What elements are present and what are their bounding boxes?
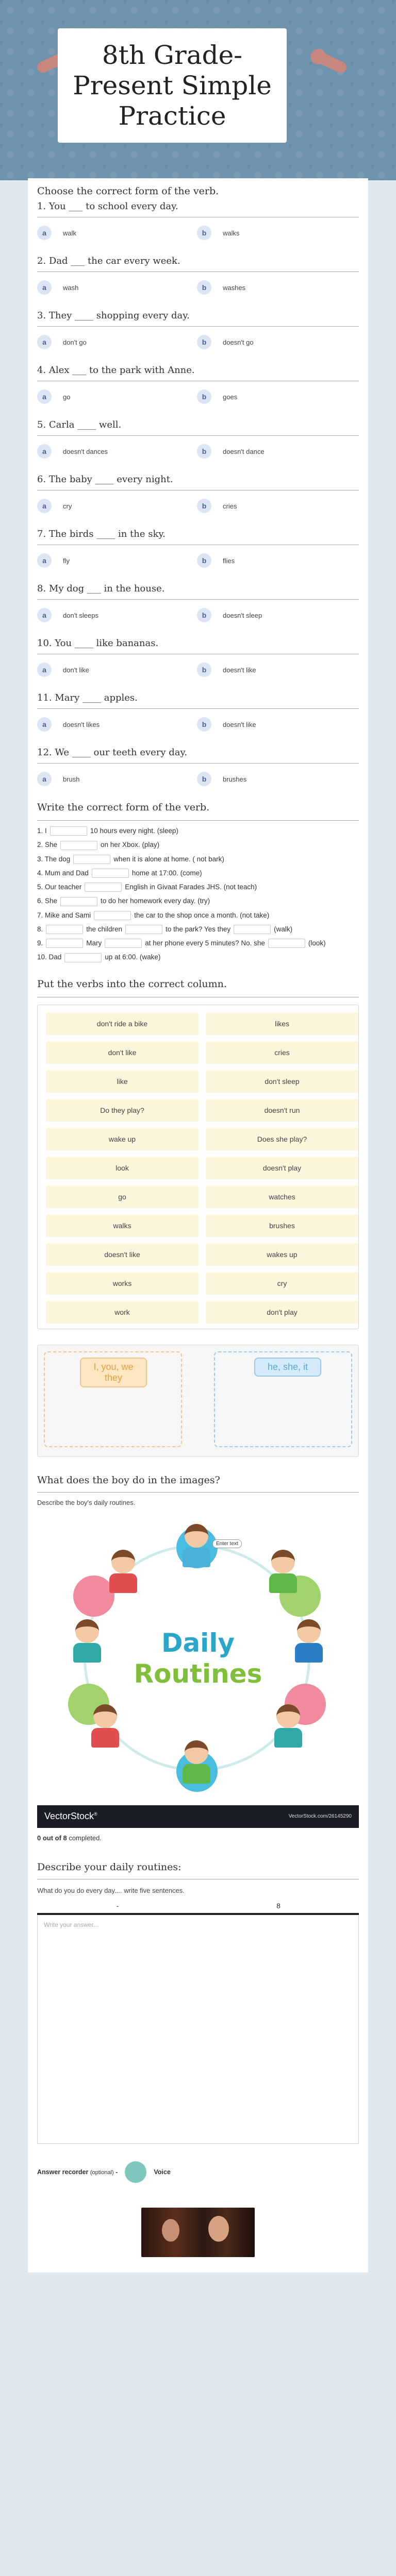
- word-tile[interactable]: wake up: [46, 1128, 199, 1150]
- question-stem: 6. The baby ____ every night.: [37, 474, 359, 490]
- fill-in-line: 7. Mike and Sami the car to the shop once a month. (not take): [37, 910, 359, 921]
- question-options: [37, 600, 359, 622]
- option-a-text: doesn't likes: [63, 720, 100, 728]
- question-stem: 1. You ___ to school every day.: [37, 201, 359, 217]
- question-stem: 11. Mary ____ apples.: [37, 692, 359, 709]
- option-b[interactable]: [197, 663, 357, 677]
- section-write-instruction: Write the correct form of the verb.: [37, 802, 359, 821]
- option-b-text: doesn't like: [223, 720, 256, 728]
- question-stem: 3. They ____ shopping every day.: [37, 310, 359, 327]
- question-item: [37, 201, 359, 240]
- question-stem: 8. My dog ___ in the house.: [37, 583, 359, 600]
- vectorstock-url: VectorStock.com/26145290: [288, 1814, 352, 1819]
- option-a[interactable]: [37, 499, 197, 513]
- worksheet-header: [0, 0, 396, 180]
- fill-in-line: 1. I 10 hours every night. (sleep): [37, 826, 359, 836]
- word-tile[interactable]: walks: [46, 1214, 199, 1237]
- option-a-text: don't go: [63, 338, 87, 346]
- option-a[interactable]: [37, 553, 197, 568]
- answer-blank[interactable]: [60, 841, 97, 850]
- footer-photo: [141, 2208, 255, 2257]
- option-b-text: washes: [223, 283, 246, 292]
- word-tile[interactable]: like: [46, 1070, 199, 1093]
- word-tile[interactable]: works: [46, 1272, 199, 1295]
- fill-in-line: 3. The dog when it is alone at home. ( not bark): [37, 854, 359, 865]
- boy-figure: [177, 1740, 216, 1784]
- illustration-text-label[interactable]: Enter text: [212, 1539, 242, 1548]
- describe-section: [37, 1861, 359, 2257]
- question-item: [37, 419, 359, 459]
- vectorstock-logo: VectorStock®: [44, 1811, 97, 1821]
- boy-figure: [264, 1550, 302, 1593]
- question-item: [37, 583, 359, 622]
- answer-counter-row: [37, 1902, 359, 1915]
- word-tile[interactable]: doesn't like: [46, 1243, 199, 1266]
- question-stem: 12. We ____ our teeth every day.: [37, 747, 359, 764]
- answer-blank[interactable]: [46, 939, 83, 948]
- option-a-badge: a: [37, 663, 52, 677]
- option-b-text: cries: [223, 502, 237, 510]
- word-tile[interactable]: likes: [206, 1012, 358, 1035]
- option-b-badge: b: [197, 553, 211, 568]
- word-tile[interactable]: brushes: [206, 1214, 358, 1237]
- option-b-text: doesn't go: [223, 338, 254, 346]
- question-item: [37, 474, 359, 513]
- option-b[interactable]: [197, 335, 357, 349]
- option-b-text: brushes: [223, 775, 247, 783]
- section-choose-instruction: Choose the correct form of the verb.: [37, 185, 219, 197]
- option-a-badge: a: [37, 499, 52, 513]
- option-b-text: walks: [223, 229, 240, 237]
- option-b-badge: b: [197, 389, 211, 404]
- question-options: [37, 436, 359, 459]
- question-stem: 5. Carla ____ well.: [37, 419, 359, 436]
- question-item: [37, 747, 359, 786]
- option-a-badge: a: [37, 280, 52, 295]
- fill-in-line: 10. Dad up at 6:00. (wake): [37, 952, 359, 962]
- boy-figure: [269, 1704, 307, 1748]
- word-tile[interactable]: don't sleep: [206, 1070, 358, 1093]
- fill-in-line: 5. Our teacher English in Givaat Farades JHS. (not teach): [37, 882, 359, 892]
- word-tile[interactable]: Do they play?: [46, 1099, 199, 1122]
- question-stem: 2. Dad ___ the car every week.: [37, 256, 359, 272]
- word-tile[interactable]: don't like: [46, 1041, 199, 1064]
- answer-blank[interactable]: [125, 925, 162, 934]
- illustration-title-routines: Routines: [134, 1658, 262, 1689]
- option-b[interactable]: [197, 717, 357, 732]
- images-section: [37, 1475, 359, 1842]
- completion-status: 0 out of 8 completed.: [37, 1834, 102, 1842]
- option-a[interactable]: [37, 280, 197, 295]
- option-b-badge: b: [197, 772, 211, 786]
- word-tile[interactable]: doesn't play: [206, 1157, 358, 1179]
- word-tile[interactable]: Does she play?: [206, 1128, 358, 1150]
- fill-in-line: 8. the children to the park? Yes they (walk): [37, 924, 359, 935]
- boy-figure: [104, 1550, 142, 1593]
- option-a-badge: a: [37, 772, 52, 786]
- answer-blank[interactable]: [50, 826, 87, 836]
- option-a-badge: a: [37, 389, 52, 404]
- question-options: [37, 654, 359, 677]
- section-images-subtitle: Describe the boy's daily routines.: [37, 1498, 136, 1506]
- option-a-badge: a: [37, 717, 52, 732]
- answer-blank[interactable]: [60, 897, 97, 906]
- question-item: [37, 638, 359, 677]
- option-b[interactable]: [197, 553, 357, 568]
- question-item: [37, 529, 359, 568]
- question-stem: 7. The birds ____ in the sky.: [37, 529, 359, 545]
- answer-recorder: [37, 2161, 359, 2183]
- question-item: [37, 310, 359, 349]
- option-a-text: walk: [63, 229, 77, 237]
- answer-blank[interactable]: [85, 883, 122, 892]
- boy-figure: [86, 1704, 124, 1748]
- word-tile[interactable]: look: [46, 1157, 199, 1179]
- daily-routines-illustration: [37, 1514, 359, 1828]
- fill-in-line: 6. She to do her homework every day. (try): [37, 896, 359, 906]
- answer-blank[interactable]: [73, 855, 110, 864]
- option-a-text: fly: [63, 556, 70, 565]
- option-a[interactable]: [37, 389, 197, 404]
- answer-blank[interactable]: [94, 911, 131, 920]
- option-b-badge: b: [197, 335, 211, 349]
- option-a[interactable]: [37, 772, 197, 786]
- fill-in-list: [37, 826, 359, 963]
- option-a-text: don't sleeps: [63, 611, 98, 619]
- option-a[interactable]: [37, 717, 197, 732]
- section-sort-instruction: Put the verbs into the correct column.: [37, 978, 359, 997]
- option-b-text: goes: [223, 393, 238, 401]
- drop-zone-singular[interactable]: [214, 1351, 352, 1447]
- option-b-badge: b: [197, 444, 211, 459]
- option-a-badge: a: [37, 444, 52, 459]
- option-b-badge: b: [197, 608, 211, 622]
- option-a[interactable]: [37, 226, 197, 240]
- answer-blank[interactable]: [105, 939, 142, 948]
- option-b-text: flies: [223, 556, 235, 565]
- option-a-text: go: [63, 393, 71, 401]
- option-b-text: doesn't like: [223, 666, 256, 674]
- drop-targets: [37, 1345, 359, 1457]
- option-a[interactable]: [37, 335, 197, 349]
- question-options: [37, 545, 359, 568]
- word-tile[interactable]: wakes up: [206, 1243, 358, 1266]
- recorder-label: Answer recorder (optional) -: [37, 2168, 118, 2176]
- option-b[interactable]: [197, 608, 357, 622]
- option-a[interactable]: [37, 608, 197, 622]
- sort-section: [37, 978, 359, 1457]
- question-options: [37, 217, 359, 240]
- option-b[interactable]: [197, 389, 357, 404]
- option-b[interactable]: [197, 280, 357, 295]
- question-options: [37, 381, 359, 404]
- option-a-text: brush: [63, 775, 80, 783]
- question-options: [37, 709, 359, 732]
- worksheet-body: [28, 178, 368, 2273]
- word-tile[interactable]: work: [46, 1301, 199, 1324]
- answer-blank[interactable]: [92, 869, 129, 878]
- title-card: [58, 28, 287, 143]
- option-a[interactable]: [37, 663, 197, 677]
- word-tile[interactable]: cry: [206, 1272, 358, 1295]
- answer-textarea[interactable]: Write your answer...: [37, 1915, 359, 2144]
- fill-in-line: 2. She on her Xbox. (play): [37, 840, 359, 850]
- option-b-badge: b: [197, 663, 211, 677]
- answer-blank[interactable]: [46, 925, 83, 934]
- drop-zone-plural[interactable]: [44, 1351, 182, 1447]
- question-options: [37, 327, 359, 349]
- option-b-text: doesn't dance: [223, 447, 265, 455]
- option-b-badge: b: [197, 226, 211, 240]
- multiple-choice-list: [37, 201, 359, 786]
- word-tile[interactable]: watches: [206, 1185, 358, 1208]
- question-stem: 10. You ____ like bananas.: [37, 638, 359, 654]
- fill-in-line: 9. Mary at her phone every 5 minutes? No. she (look): [37, 938, 359, 948]
- option-b-text: doesn't sleep: [223, 611, 262, 619]
- option-b-badge: b: [197, 499, 211, 513]
- option-b-badge: b: [197, 280, 211, 295]
- answer-blank[interactable]: [268, 939, 305, 948]
- question-item: [37, 365, 359, 404]
- question-stem: 4. Alex ___ to the park with Anne.: [37, 365, 359, 381]
- voice-label: Voice: [154, 2168, 171, 2176]
- option-a-text: wash: [63, 283, 79, 292]
- word-tile[interactable]: cries: [206, 1041, 358, 1064]
- option-b[interactable]: [197, 499, 357, 513]
- option-a-badge: a: [37, 335, 52, 349]
- fill-in-line: 4. Mum and Dad home at 17:00. (come): [37, 868, 359, 878]
- section-describe-subtitle: What do you do every day.... write five sentences.: [37, 1886, 185, 1894]
- option-a-text: don't like: [63, 666, 89, 674]
- vectorstock-bar: [37, 1805, 359, 1828]
- question-options: [37, 490, 359, 513]
- question-item: [37, 692, 359, 732]
- option-a-badge: a: [37, 226, 52, 240]
- option-a-badge: a: [37, 553, 52, 568]
- option-a-text: cry: [63, 502, 72, 510]
- drop-zone-plural-label: I, you, we they: [80, 1358, 147, 1387]
- section-images-instruction: What does the boy do in the images?: [37, 1475, 359, 1493]
- question-item: [37, 256, 359, 295]
- word-tile[interactable]: don't play: [206, 1301, 358, 1324]
- answer-blank[interactable]: [234, 925, 271, 934]
- option-b[interactable]: [197, 772, 357, 786]
- word-tile[interactable]: doesn't run: [206, 1099, 358, 1122]
- pin-right-decoration: [312, 50, 348, 75]
- section-describe-instruction: Describe your daily routines:: [37, 1861, 359, 1879]
- illustration-title-daily: Daily: [161, 1628, 235, 1658]
- word-tile[interactable]: go: [46, 1185, 199, 1208]
- option-a-text: doesn't dances: [63, 447, 108, 455]
- word-tile-grid: [37, 1005, 359, 1329]
- page-title: 8th Grade- Present Simple Practice: [73, 40, 272, 131]
- option-a[interactable]: [37, 444, 197, 459]
- boy-figure: [177, 1524, 216, 1567]
- record-voice-button[interactable]: [125, 2161, 146, 2183]
- option-a-badge: a: [37, 608, 52, 622]
- option-b[interactable]: [197, 444, 357, 459]
- question-options: [37, 764, 359, 786]
- word-tile[interactable]: don't ride a bike: [46, 1012, 199, 1035]
- fill-in-section: [37, 802, 359, 963]
- counter-right: 8: [276, 1901, 280, 1910]
- counter-left: -: [116, 1901, 119, 1910]
- answer-blank[interactable]: [64, 953, 102, 962]
- option-b[interactable]: [197, 226, 357, 240]
- drop-zone-singular-label: he, she, it: [254, 1358, 321, 1377]
- option-b-badge: b: [197, 717, 211, 732]
- question-options: [37, 272, 359, 295]
